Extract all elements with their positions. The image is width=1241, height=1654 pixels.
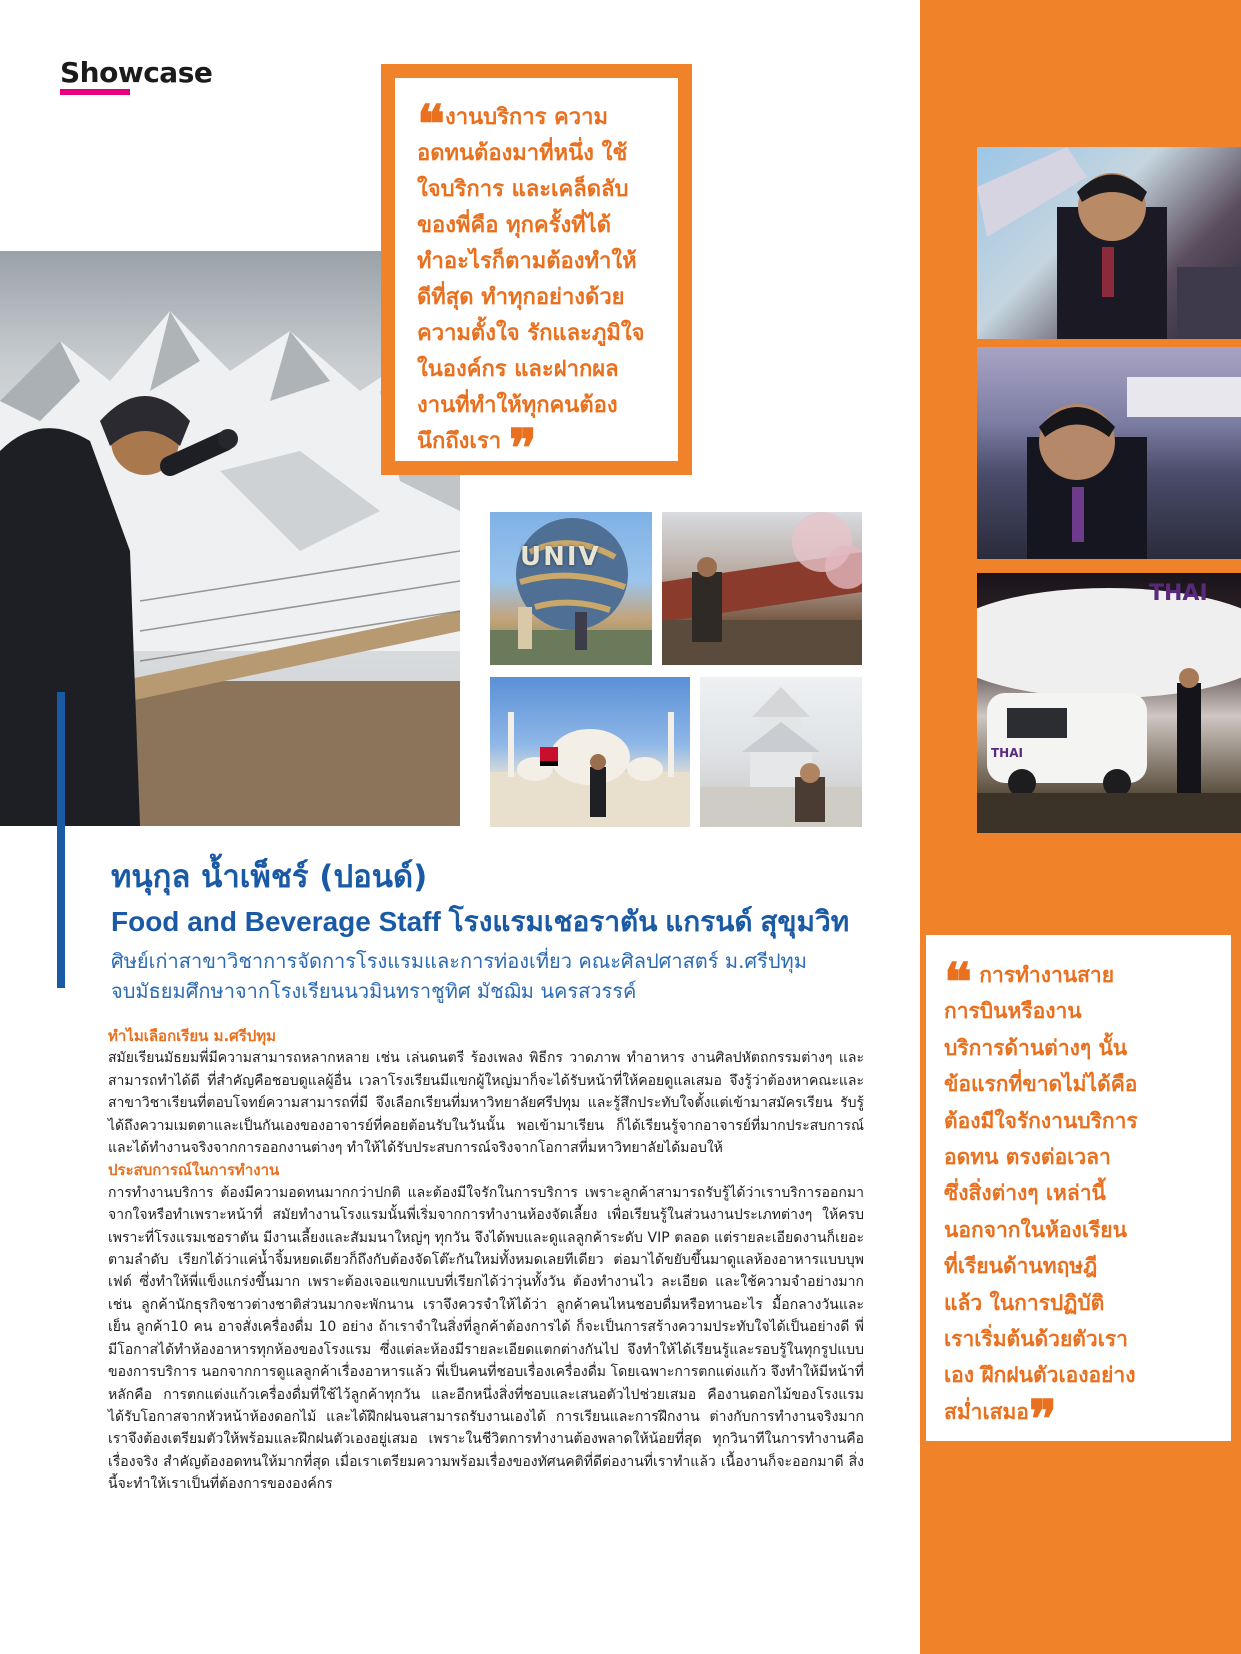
quote-box-top <box>381 64 692 479</box>
article-body <box>108 1025 864 1496</box>
thai-logo-plane: THAI <box>1149 581 1208 606</box>
person-name: ทนุกุล น้ำเพ็ชร์ (ปอนด์) <box>111 859 428 895</box>
open-quote-icon: ❝ <box>417 94 445 155</box>
quote-side-text: ❝ การทำงานสาย การบินหรืองาน บริการด้านต่างๆ นั้น ข้อแรกที่ขาดไม่ได้คือ ต้องมีใจรักงานบริการ อดทน ตรงต่อเวลา ซึ่งสิ่งต่างๆ เหล่านี้ นอกจากในห้องเรียน ที่เรียนด้านทฤษฎี แล้ว ในการปฏิบัติ เราเริ่มต้นด้วยตัวเรา เอง ฝึกฝนตัวเองอย่าง สม่ำเสมอ❞ <box>944 952 1138 1450</box>
section-underline <box>60 89 130 95</box>
article-heading-1: ทำไมเลือกเรียน ม.ศรีปทุม <box>108 1027 277 1045</box>
education-line-1: ศิษย์เก่าสาขาวิชาการจัดการโรงแรมและการท่องเที่ยว คณะศิลปศาสตร์ ม.ศรีปทุม <box>111 949 807 973</box>
photo-universal-globe <box>490 512 652 665</box>
article-heading-2: ประสบการณ์ในการทำงาน <box>108 1161 280 1180</box>
article-paragraph-2: การทำงานบริการ ต้องมีความอดทนมากกว่าปกติ และต้องมีใจรักในการบริการ เพราะลูกค้าสามารถรับรู้ได้ว่าเราบริการออกมาจากใจหรือทำเพราะหน้าที่ สมัยทำงานโรงแรมนั้นพี่เริ่มจากการทำงานห้องจัดเลี้ยง เพื่อเรียนรู้ในส่วนงานประเภทต่างๆ ให้ครบ เพราะที่โรงแรมเชอราตัน มีงานเลี้ยงและสัมมนาใหญ่ๆ ทุกวัน จึงได้พบและดูแลลูกค้าระดับ VIP ตลอด แต่รายละเอียดงานก็เยอะตามลำดับ เรียกได้ว่าแค่น้ำจิ้มหยดเดียวก็ถึงกับต้องจัดโต๊ะกันใหม่ทั้งหมดเลยทีเดียว ต่อมาได้ขยับขึ้นมาดูแลห้องอาหารแบบบุพเฟต์ ซึ่งทำให้พี่แข็งแกร่งขึ้นมาก เพราะต้องเจอแขกแบบที่เรียกได้ว่าวุ่นทั้งวัน ต้องทำงานไว ละเอียด และใช้ความจำอย่างมาก เช่น ลูกค้านักธุรกิจชาวต่างชาติส่วนมากจะพักนาน เราจึงควรจำให้ได้ว่า ลูกค้าคนไหนชอบดื่มหรือทานอะไร มื้อกลางวันและเย็น ลูกค้า10 คน อาจสั่งเครื่องดื่ม 10 อย่าง ถ้าเราจำในสิ่งที่ลูกค้าต้องการได้ ก็จะเป็นการสร้างความประทับใจได้เป็นอย่างดี พี่มีโอกาสได้ทำห้องอาหารทุกห้องของโรงแรม ซึ่งแต่ละห้องมีรายละเอียดแตกต่างกันไป จึงทำให้ได้เรียนรู้และรอบรู้ในทุกรูปแบบของการบริการ นอกจากการดูแลลูกค้าเรื่องอาหารแล้ว พี่เป็นคนที่ชอบเรื่องเครื่องดื่ม โดยเฉพาะการตกแต่งแก้ว จึงทำให้มีหน้าที่หลักคือ การตกแต่งแก้วเครื่องดื่มที่ใช้ไว้ลูกค้าทุกวัน และอีกหนึ่งสิ่งที่ชอบและเสนอตัวไปช่วยเสมอ คืองานดอกไม้ของโรงแรม ได้รับโอกาสจากหัวหน้าห้องดอกไม้ และได้ฝึกฝนจนสามารถรับงานเองได้ การเรียนและการฝึกงาน ต่างกับการทำงานจริงมาก เราจึงต้องเตรียมตัวให้พร้อมและฝึกฝนตัวเองอยู่เสมอ เพราะในชีวิตการทำงานต้องพลาดให้น้อยที่สุด ทุกวินาทีในการทำงานคือเรื่องจริง สำคัญต้องอดทนให้มากที่สุด เมื่อเราเตรียมความพร้อมเรื่องของทัศนคติที่ดีต่องานที่เราทำแล้ว เนื้องานก็จะออกมาดี สิ่งนี้จะทำให้เราเป็นที่ต้องการขององค์กร <box>108 1184 864 1493</box>
profile-accent-bar <box>57 692 65 988</box>
thai-logo-van: THAI <box>991 746 1023 760</box>
photo-grand-mosque <box>490 677 690 827</box>
photo-temple-blossom <box>662 512 862 665</box>
open-quote-icon: ❝ <box>944 952 972 1013</box>
photo-airport-staff-2 <box>977 347 1241 559</box>
section-label: Showcase <box>60 56 213 89</box>
quote-box-side <box>926 935 1231 1450</box>
photo-thai-airways-plane <box>977 573 1241 833</box>
close-quote-icon: ❞ <box>508 418 537 479</box>
person-position: Food and Beverage Staff โรงแรมเชอราตัน แกรนด์ สุขุมวิท <box>111 906 850 937</box>
photo-pagoda <box>700 677 862 827</box>
education-line-2: จบมัธยมศึกษาจากโรงเรียนนวมินทราชูทิศ มัชฌิม นครสวรรค์ <box>111 979 637 1003</box>
article-paragraph-1: สมัยเรียนมัธยมพี่มีความสามารถหลากหลาย เช่น เล่นดนตรี ร้องเพลง พิธีกร วาดภาพ ทำอาหาร งานศิลปหัตถกรรมต่างๆ และสามารถทำได้ดี ที่สำคัญคือชอบดูแลผู้อื่น เวลาโรงเรียนมีแขกผู้ใหญ่มาก็จะได้รับหน้าที่ให้คอยดูแลเสมอ จึงรู้ว่าต้องหาคณะและสาขาวิชาเรียนที่ตอบโจทย์ความสามารถที่มี จึงเลือกเรียนที่มหาวิทยาลัยศรีปทุม และรู้สึกประทับใจตั้งแต่เข้ามาสมัครเรียน รับรู้ได้ถึงความเมตตาและเป็นกันเองของอาจารย์ที่คอยต้อนรับในวันนั้น พอเข้ามาเรียน ก็ได้เรียนรู้จากอาจารย์ที่มากประสบการณ์ และได้ทำงานจริงจากการออกงานต่างๆ ทำให้ได้รับประสบการณ์จริงจากโอกาสที่มหาวิทยาลัยได้มอบให้ <box>108 1050 864 1157</box>
person-education <box>111 946 871 1006</box>
univ-sign-text: UNIV <box>520 542 601 572</box>
quote-top-text: ❝งานบริการ ความ อดทนต้องมาที่หนึ่ง ใช้ ใจบริการ และเคล็ดลับ ของพี่คือ ทุกครั้งที่ได้ ทำอะไรก็ตามต้องทำให้ ดีที่สุด ทำทุกอย่างด้วย ความตั้งใจ รักและภูมิใจ ในองค์กร และฝากผล งานที่ทำให้ทุกคนต้อง นึกถึงเรา ❞ <box>417 94 645 479</box>
photo-airport-staff-1 <box>977 147 1241 339</box>
close-quote-icon: ❞ <box>1028 1388 1057 1450</box>
